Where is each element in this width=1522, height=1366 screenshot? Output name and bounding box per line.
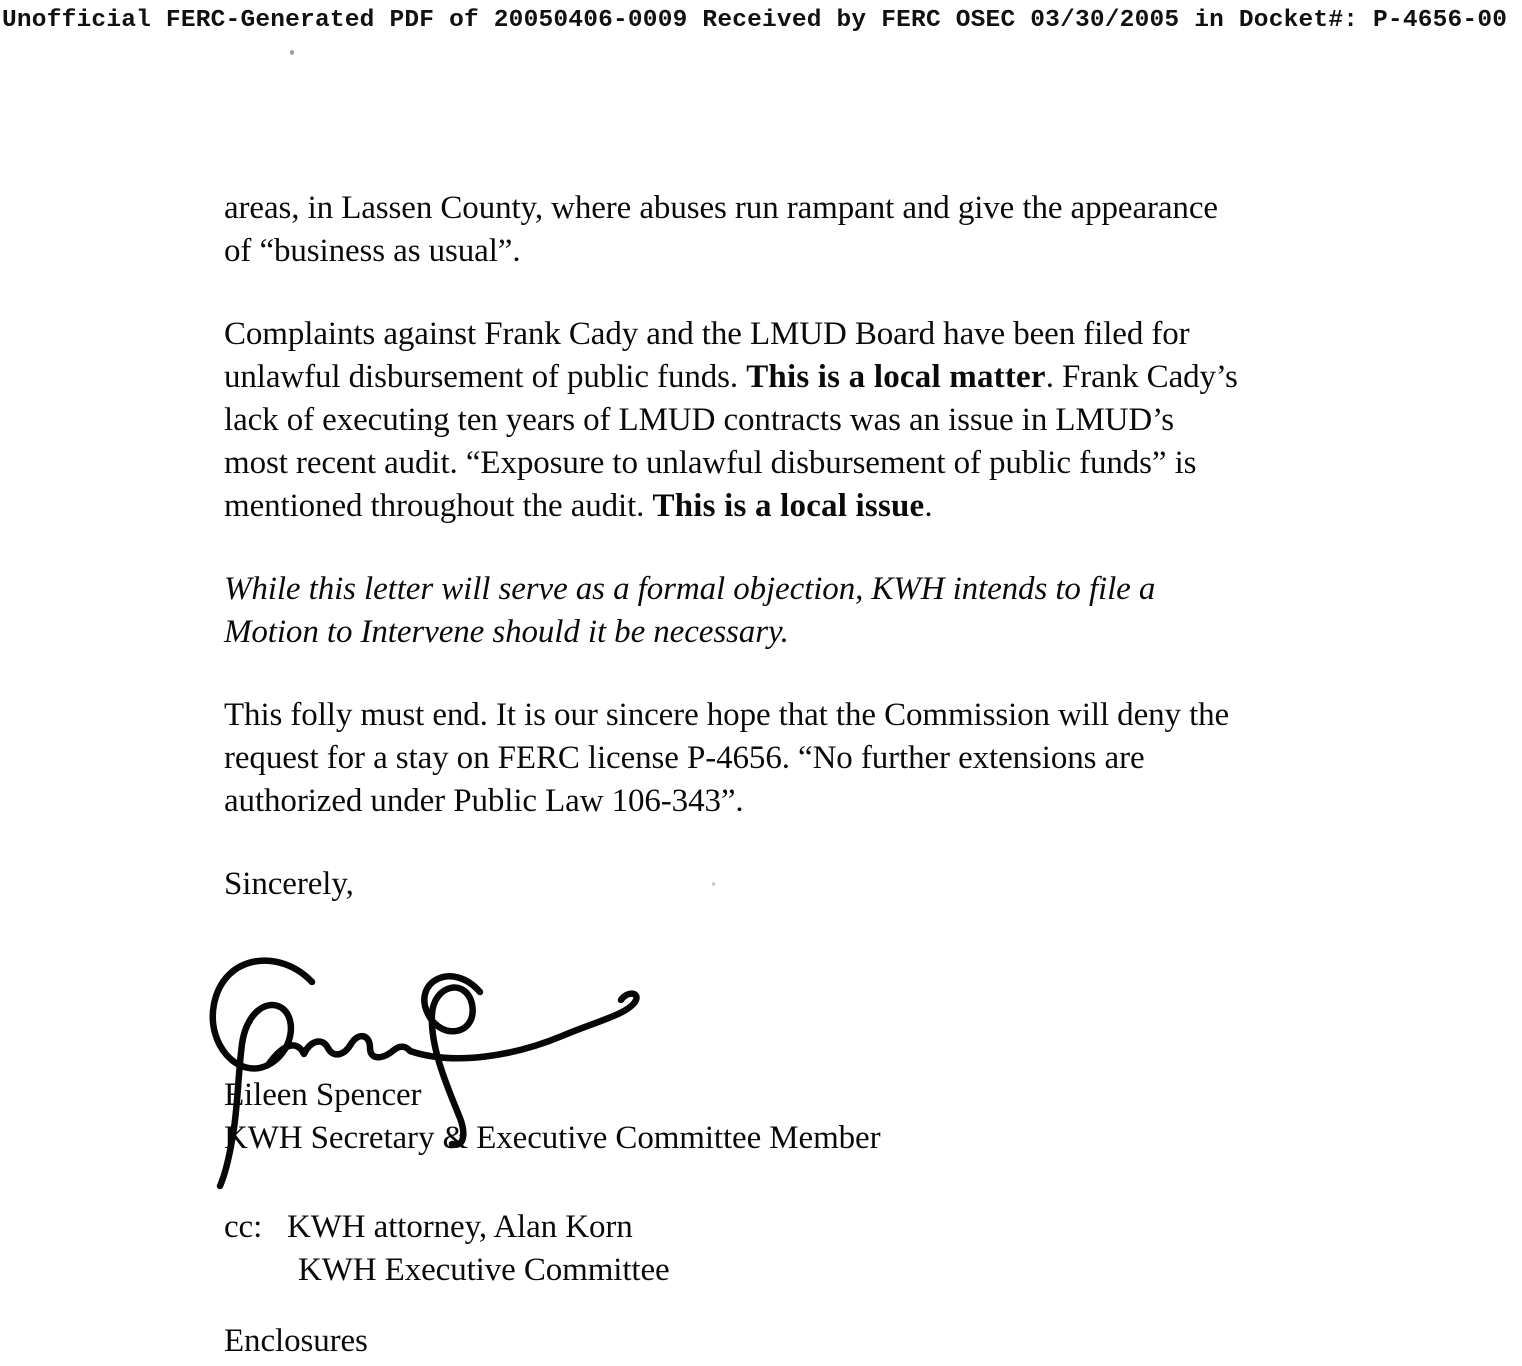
cc-block — [224, 1206, 1464, 1292]
letter-line: Complaints against Frank Cady and the LMUD Board have been filed for — [224, 316, 1190, 352]
letter-body — [224, 187, 1464, 823]
signer-title: KWH Secretary & Executive Committee Member — [224, 1120, 881, 1156]
letter-line: lack of executing ten years of LMUD contracts was an issue in LMUD’s — [224, 402, 1174, 438]
letter-line: areas, in Lassen County, where abuses run rampant and give the appearance — [224, 190, 1218, 226]
signer-name: Eileen Spencer — [224, 1077, 422, 1113]
cc-line: KWH attorney, Alan Korn — [287, 1209, 633, 1245]
letter-line: Motion to Intervene should it be necessary. — [224, 614, 789, 650]
cc-line: KWH Executive Committee — [298, 1252, 670, 1288]
letter-line: mentioned throughout the audit. This is a local issue. — [224, 488, 933, 524]
letter-line: request for a stay on FERC license P-4656. “No further extensions are — [224, 740, 1145, 776]
signature-space — [224, 906, 1464, 1074]
letter-line: unlawful disbursement of public funds. This is a local matter. Frank Cady’s — [224, 359, 1238, 395]
letter-paragraph — [224, 187, 1464, 273]
letter-paragraph — [224, 694, 1464, 823]
cc-row — [224, 1249, 1464, 1292]
ferc-pdf-header: Unofficial FERC-Generated PDF of 20050406-0009 Received by FERC OSEC 03/30/2005 in Docket#: P-4656-00 — [2, 7, 1508, 34]
cc-row — [224, 1206, 1464, 1249]
cc-label: cc: — [224, 1209, 263, 1245]
letter-paragraph — [224, 313, 1464, 528]
letter-paragraph — [224, 568, 1464, 654]
letter-line: This folly must end. It is our sincere hope that the Commission will deny the — [224, 697, 1230, 733]
letter-line: most recent audit. “Exposure to unlawful disbursement of public funds” is — [224, 445, 1197, 481]
closing-salutation: Sincerely, — [224, 866, 354, 902]
letter-line: While this letter will serve as a formal objection, KWH intends to file a — [224, 571, 1156, 607]
letter-line: authorized under Public Law 106-343”. — [224, 783, 744, 819]
scan-speck — [290, 50, 294, 55]
letter-line: of “business as usual”. — [224, 233, 521, 269]
letter-content — [224, 187, 1464, 1363]
enclosures-label: Enclosures — [224, 1323, 368, 1359]
